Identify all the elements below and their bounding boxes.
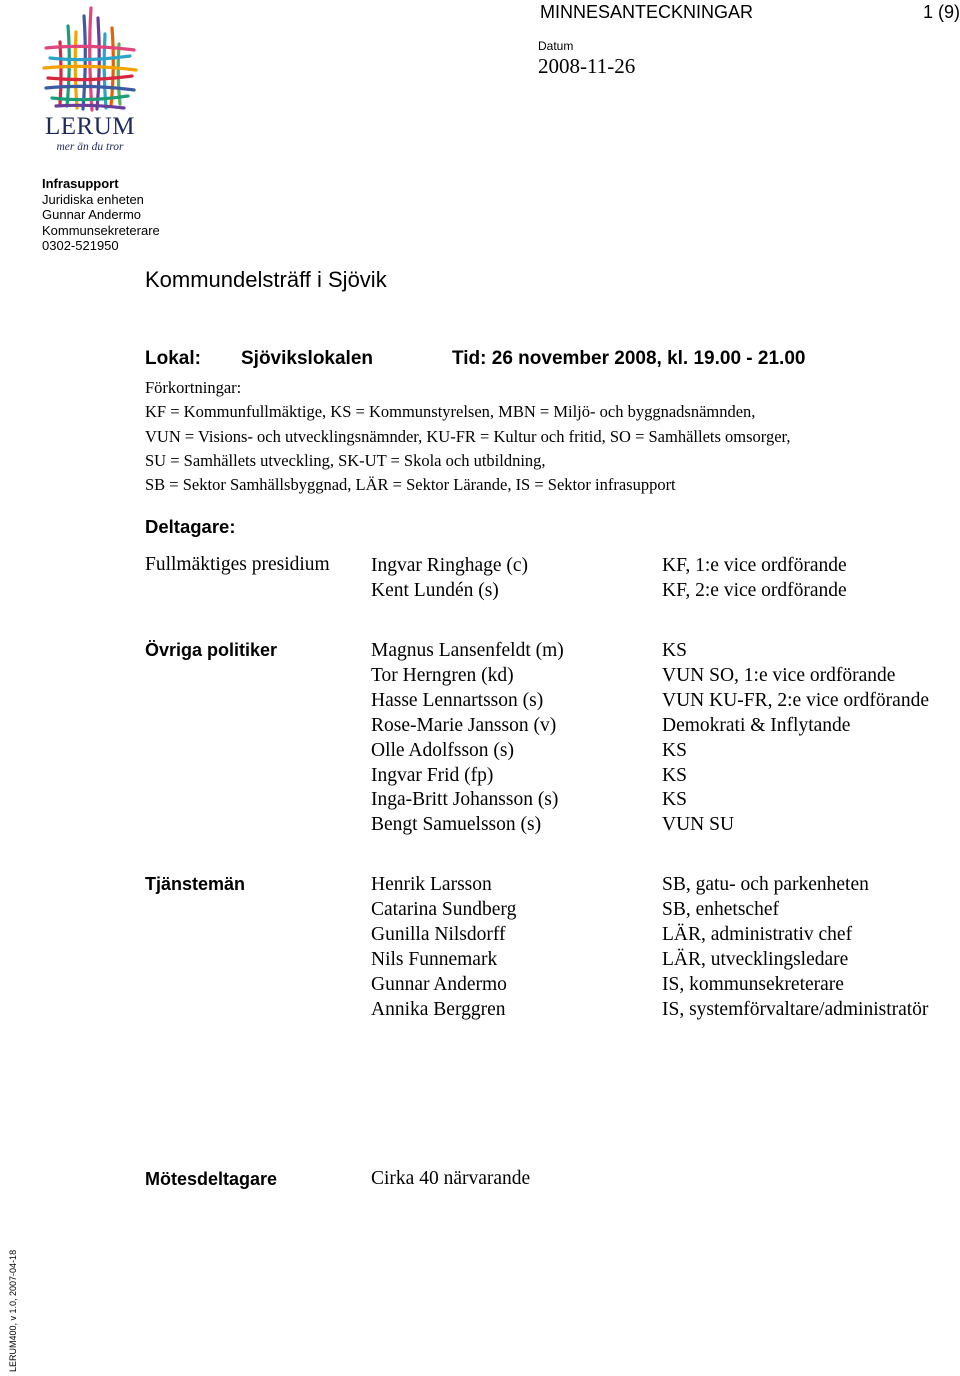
participant-name: Annika Berggren xyxy=(371,998,506,1020)
participant-role: KS xyxy=(662,789,687,811)
participant-name: Inga-Britt Johansson (s) xyxy=(371,789,559,811)
document-type: MINNESANTECKNINGAR xyxy=(540,2,754,22)
sender-department: Juridiska enheten xyxy=(42,191,144,207)
date-label: Datum xyxy=(538,39,574,53)
sender-unit: Infrasupport xyxy=(42,176,119,191)
date-value: 2008-11-26 xyxy=(538,54,636,78)
participant-role: IS, kommunsekreterare xyxy=(662,973,844,995)
participant-name: Gunilla Nilsdorff xyxy=(371,923,506,945)
page-number: 1 (9) xyxy=(923,2,960,22)
participant-name: Kent Lundén (s) xyxy=(371,579,499,601)
participant-name: Nils Funnemark xyxy=(371,948,498,970)
presidium-roles xyxy=(662,554,847,604)
participant-name: Bengt Samuelsson (s) xyxy=(371,814,542,836)
participant-role: KS xyxy=(662,739,687,761)
attendees-value: Cirka 40 närvarande xyxy=(371,1168,531,1189)
lerum-logo xyxy=(38,4,142,154)
participant-role: VUN SU xyxy=(662,814,735,836)
participant-name: Henrik Larsson xyxy=(371,874,492,895)
participant-role: SB, enhetschef xyxy=(662,898,779,920)
attendees-label: Mötesdeltagare xyxy=(145,1169,278,1189)
official-names xyxy=(371,873,516,1022)
logo-tagline: mer än du tror xyxy=(56,141,124,153)
politician-roles xyxy=(662,639,929,838)
abbreviations xyxy=(145,376,791,497)
participant-role: VUN SO, 1:e vice ordförande xyxy=(662,664,896,686)
group-label-presidium: Fullmäktiges presidium xyxy=(145,554,330,575)
participant-role: KS xyxy=(662,640,687,661)
abbreviations-heading: Förkortningar: xyxy=(145,378,242,397)
participant-role: KF, 2:e vice ordförande xyxy=(662,579,847,601)
participant-name: Ingvar Ringhage (c) xyxy=(371,555,529,576)
participant-role: IS, systemförvaltare/administratör xyxy=(662,998,929,1020)
abbreviations-line: SU = Samhällets utveckling, SK-UT = Skola och utbildning, xyxy=(145,450,546,470)
group-label-officials: Tjänstemän xyxy=(145,874,246,894)
logo-wordmark: LERUM xyxy=(45,113,135,140)
politician-names xyxy=(371,639,564,838)
participant-role: KF, 1:e vice ordförande xyxy=(662,555,847,576)
participant-role: VUN KU-FR, 2:e vice ordförande xyxy=(662,689,929,711)
abbreviations-line: SB = Sektor Samhällsbyggnad, LÄR = Sektor Lärande, IS = Sektor infrasupport xyxy=(145,475,676,495)
participant-role: LÄR, administrativ chef xyxy=(662,923,853,945)
lerum-logo-graphic xyxy=(38,4,142,154)
participant-name: Catarina Sundberg xyxy=(371,898,517,920)
sender-role: Kommunsekreterare xyxy=(42,222,160,238)
venue-value: Sjövikslokalen xyxy=(241,348,374,369)
participant-role: Demokrati & Inflytande xyxy=(662,714,851,736)
official-roles xyxy=(662,873,928,1022)
document-title: Kommundelsträff i Sjövik xyxy=(145,267,387,292)
abbreviations-line: VUN = Visions- och utvecklingsnämnder, KU-FR = Kultur och fritid, SO = Samhällets omsorger, xyxy=(145,426,791,446)
form-identifier: LERUM400, v 1.0, 2007-04-18 xyxy=(8,1249,18,1372)
participant-name: Hasse Lennartsson (s) xyxy=(371,689,544,711)
meeting-time: Tid: 26 november 2008, kl. 19.00 - 21.00 xyxy=(452,348,806,369)
sender-phone: 0302-521950 xyxy=(42,238,119,254)
participant-name: Gunnar Andermo xyxy=(371,973,507,995)
participant-name: Rose-Marie Jansson (v) xyxy=(371,714,557,736)
sender-block xyxy=(42,176,160,254)
sender-name: Gunnar Andermo xyxy=(42,207,142,223)
participant-name: Magnus Lansenfeldt (m) xyxy=(371,640,564,661)
participants-heading: Deltagare: xyxy=(145,516,236,537)
group-label-politicians: Övriga politiker xyxy=(145,640,278,660)
abbreviations-line: KF = Kommunfullmäktige, KS = Kommunstyrelsen, MBN = Miljö- och byggnadsnämnden, xyxy=(145,402,756,422)
presidium-names xyxy=(371,554,528,604)
participant-role: SB, gatu- och parkenheten xyxy=(662,874,869,895)
participant-name: Tor Herngren (kd) xyxy=(371,664,514,686)
participant-name: Ingvar Frid (fp) xyxy=(371,764,494,786)
venue-label: Lokal: xyxy=(145,348,201,369)
participant-role: KS xyxy=(662,764,687,786)
participant-name: Olle Adolfsson (s) xyxy=(371,739,514,761)
participant-role: LÄR, utvecklingsledare xyxy=(662,948,849,970)
